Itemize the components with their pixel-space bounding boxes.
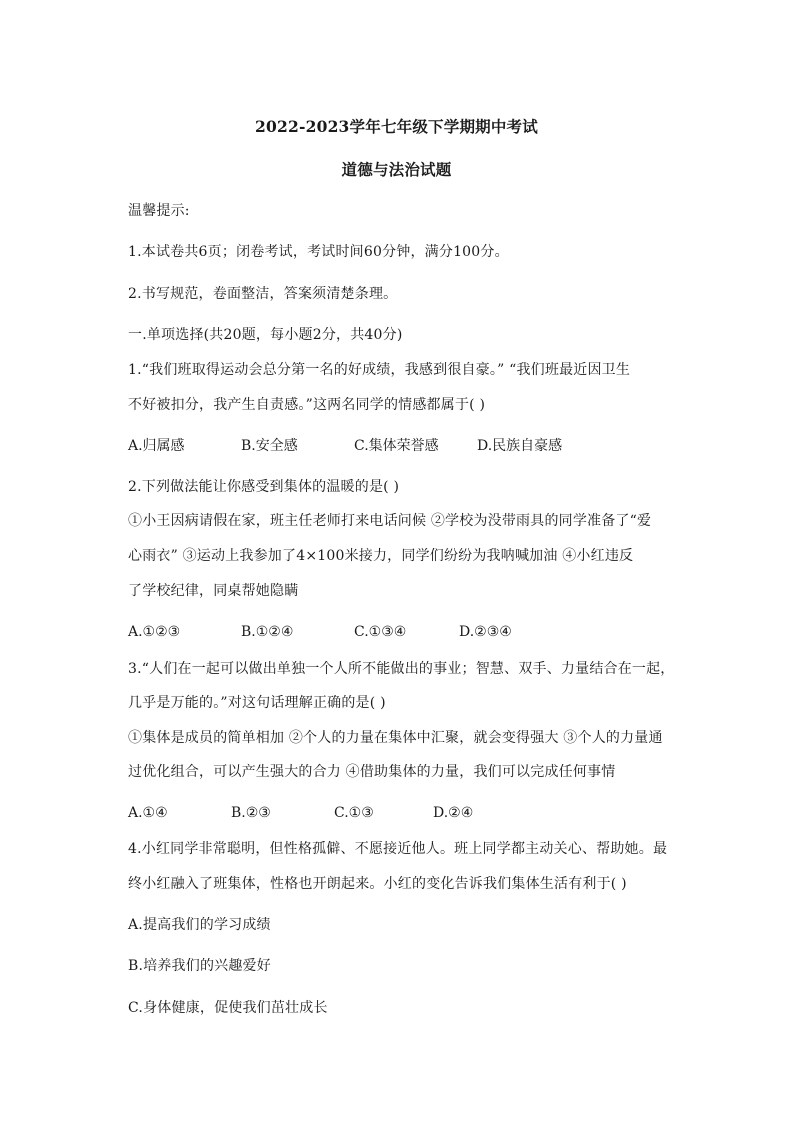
section-heading: 一.单项选择(共20题，每小题2分，共40分): [128, 327, 403, 343]
question-3-line: 几乎是万能的。”对这句话理解正确的是( ): [128, 695, 386, 711]
question-3-line: 3.“人们在一起可以做出单独一个人所不能做出的事业；智慧、双手、力量结合在一起，: [128, 661, 675, 677]
question-1-line: 1.“我们班取得运动会总分第一名的好成绩，我感到很自豪。” “我们班最近因卫生: [128, 362, 631, 378]
question-3-line: ①集体是成员的简单相加 ②个人的力量在集体中汇聚，就会变得强大 ③个人的力量通: [128, 730, 663, 746]
notice-item: 1.本试卷共6页；闭卷考试，考试时间60分钟，满分100分。: [128, 244, 509, 260]
exam-title: 2022-2023学年七年级下学期期中考试: [255, 117, 538, 136]
option-a: A.归属感: [128, 438, 185, 454]
question-4-option: A.提高我们的学习成绩: [128, 917, 271, 933]
question-2-line: 心雨衣” ③运动上我参加了4×100米接力，同学们纷纷为我呐喊加油 ④小红违反: [128, 548, 634, 564]
option-c: C.①③④: [354, 624, 407, 640]
option-a: A.①④: [128, 805, 168, 821]
option-b: B.安全感: [241, 438, 298, 454]
option-d: D.民族自豪感: [477, 438, 563, 454]
question-1-line: 不好被扣分，我产生自责感。”这两名同学的情感都属于( ): [128, 397, 486, 413]
option-b: B.①②④: [241, 624, 294, 640]
question-4-option: B.培养我们的兴趣爱好: [128, 958, 271, 974]
option-d: D.②④: [433, 805, 474, 821]
option-a: A.①②③: [128, 624, 181, 640]
notice-heading: 温馨提示:: [128, 203, 190, 219]
question-4-line: 终小红融入了班集体，性格也开朗起来。小红的变化告诉我们集体生活有利于( ): [128, 876, 627, 892]
question-4-option: C.身体健康，促使我们茁壮成长: [128, 1000, 328, 1016]
question-2-line: 了学校纪律，同桌帮她隐瞒: [128, 583, 299, 599]
option-b: B.②③: [231, 805, 271, 821]
question-2-line: 2.下列做法能让你感受到集体的温暖的是( ): [128, 479, 400, 495]
question-1-options: [128, 436, 562, 456]
question-2-options: [128, 622, 512, 642]
option-c: C.集体荣誉感: [354, 438, 439, 454]
option-c: C.①③: [334, 805, 374, 821]
notice-item: 2.书写规范，卷面整洁，答案须清楚条理。: [128, 286, 398, 302]
exam-subtitle: 道德与法治试题: [341, 160, 452, 179]
question-2-line: ①小王因病请假在家，班主任老师打来电话问候 ②学校为没带雨具的同学准备了“爱: [128, 513, 652, 529]
question-3-options: [128, 803, 473, 823]
question-3-line: 过优化组合，可以产生强大的合力 ④借助集体的力量，我们可以完成任何事情: [128, 764, 616, 780]
question-4-line: 4.小红同学非常聪明，但性格孤僻、不愿接近他人。班上同学都主动关心、帮助她。最: [128, 841, 668, 857]
option-d: D.②③④: [459, 624, 512, 640]
